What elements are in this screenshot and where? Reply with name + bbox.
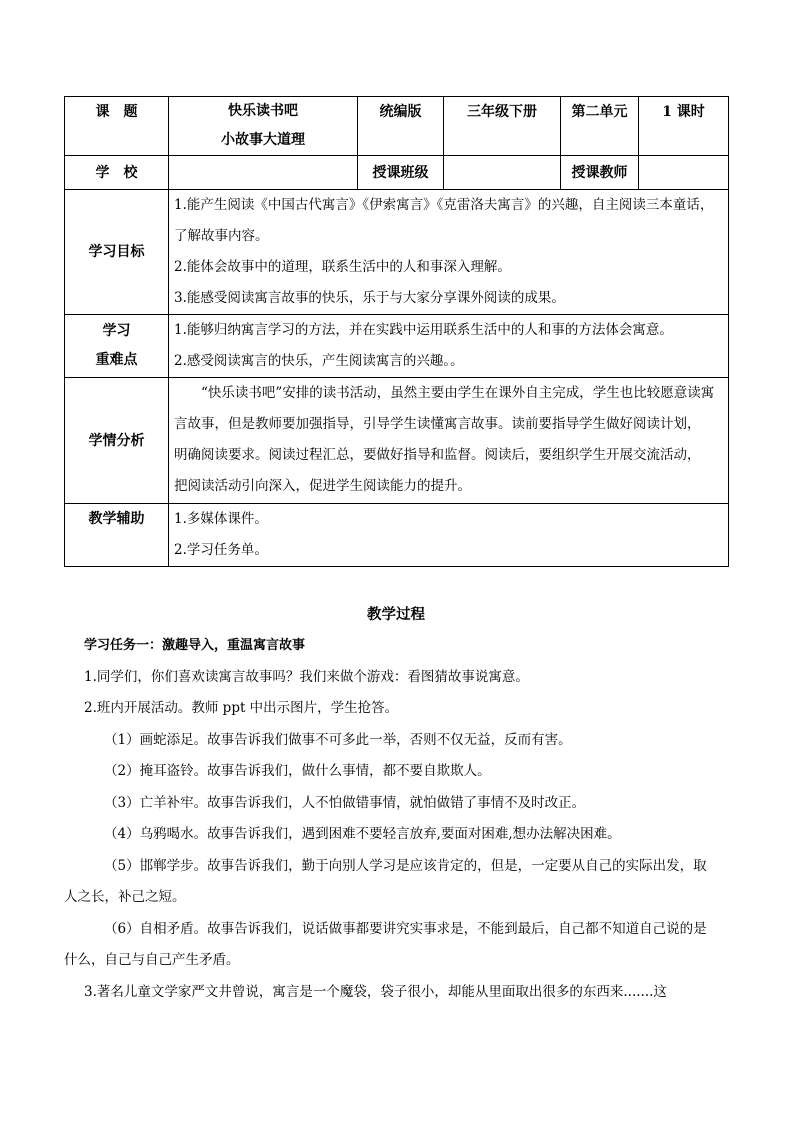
objective-line-4: 3.能感受阅读寓言故事的快乐，乐于与大家分享课外阅读的成果。 xyxy=(174,290,565,306)
key-points-label-line1: 学习 xyxy=(102,323,131,339)
table-row-key-points xyxy=(65,315,729,378)
story-item-4: （4）乌鸦喝水。故事告诉我们，遇到困难不要轻言放弃,要面对困难,想办法解决困难。 xyxy=(104,826,621,842)
table-row-school xyxy=(65,156,729,190)
hours-cell: 1 课时 xyxy=(639,97,729,156)
objective-line-3: 2.能体会故事中的道理，联系生活中的人和事深入理解。 xyxy=(174,259,511,275)
grade-cell: 三年级下册 xyxy=(444,97,561,156)
school-value-cell xyxy=(169,156,358,190)
table-row-objectives xyxy=(65,190,729,315)
objective-line-1: 1.能产生阅读《中国古代寓言》《伊索寓言》《克雷洛夫寓言》的兴趣，自主阅读三本童话， xyxy=(174,197,714,213)
table-row-analysis xyxy=(65,378,729,504)
aid-line-2: 2.学习任务单。 xyxy=(174,542,268,558)
task-1-heading: 学习任务一：激趣导入，重温寓言故事 xyxy=(84,638,306,653)
key-points-content xyxy=(169,315,729,378)
story-item-6-line-1: （6）自相矛盾。故事告诉我们，说话做事都要讲究实事求是，不能到最后，自己都不知道自己说的是 xyxy=(104,920,707,937)
story-item-5-line-2: 人之长，补己之短。 xyxy=(64,889,186,905)
teaching-process-section xyxy=(64,600,728,1008)
objective-line-2: 了解故事内容。 xyxy=(174,228,269,244)
story-item-5-line-1: （5）邯郸学步。故事告诉我们，勤于向别人学习是应该肯定的，但是，一定要从自己的实际出发，取 xyxy=(104,857,707,874)
school-label: 学 校 xyxy=(65,156,169,190)
process-paragraph-2: 2.班内开展活动。教师 ppt 中出示图片，学生抢答。 xyxy=(84,700,399,716)
analysis-content xyxy=(169,378,729,504)
topic-label: 课 题 xyxy=(65,97,169,156)
objectives-label: 学习目标 xyxy=(65,190,169,315)
analysis-line-3: 明确阅读要求。阅读过程汇总，要做好指导和监督。阅读后，要组织学生开展交流活动， xyxy=(174,447,701,463)
lesson-info-table xyxy=(64,96,729,567)
key-points-label-line2: 重难点 xyxy=(95,352,138,368)
story-item-1: （1）画蛇添足。故事告诉我们做事不可多此一举，否则不仅无益，反而有害。 xyxy=(104,731,572,748)
key-point-line-2: 2.感受阅读寓言的快乐，产生阅读寓言的兴趣。。 xyxy=(174,353,464,369)
analysis-line-1: “快乐读书吧”安排的读书活动，虽然主要由学生在课外自主完成，学生也比较愿意读寓 xyxy=(201,385,715,401)
unit-cell: 第二单元 xyxy=(561,97,639,156)
class-label: 授课班级 xyxy=(358,156,444,190)
class-value-cell xyxy=(444,156,561,190)
analysis-line-2: 言故事，但是教师要加强指导，引导学生读懂寓言故事。读前要指导学生做好阅读计划， xyxy=(174,416,701,432)
key-point-line-1: 1.能够归纳寓言学习的方法，并在实践中运用联系生活中的人和事的方法体会寓意。 xyxy=(174,322,673,338)
key-points-label xyxy=(65,315,169,378)
aids-content xyxy=(169,504,729,567)
process-paragraph-1: 1.同学们，你们喜欢读寓言故事吗？我们来做个游戏：看图猜故事说寓意。 xyxy=(84,668,529,685)
aids-label: 教学辅助 xyxy=(65,504,169,567)
table-row-topic xyxy=(65,97,729,156)
story-item-2: （2）掩耳盗铃。故事告诉我们，做什么事情，都不要自欺欺人。 xyxy=(104,763,491,779)
teacher-value-cell xyxy=(639,156,729,190)
topic-title-line1: 快乐读书吧 xyxy=(228,103,298,119)
table-row-aids xyxy=(65,504,729,567)
process-paragraph-3: 3.著名儿童文学家严文井曾说，寓言是一个魔袋，袋子很小，却能从里面取出很多的东西来.......这 xyxy=(84,983,667,1000)
analysis-label: 学情分析 xyxy=(65,378,169,504)
process-title: 教学过程 xyxy=(367,606,425,623)
story-item-6-line-2: 什么，自己与自己产生矛盾。 xyxy=(64,952,240,968)
objectives-content xyxy=(169,190,729,315)
topic-title-line2: 小故事大道理 xyxy=(221,132,305,148)
edition-cell: 统编版 xyxy=(358,97,444,156)
analysis-line-4: 把阅读活动引向深入，促进学生阅读能力的提升。 xyxy=(174,478,471,494)
story-item-3: （3）亡羊补牢。故事告诉我们，人不怕做错事情，就怕做错了事情不及时改正。 xyxy=(104,794,586,811)
topic-title-cell xyxy=(169,97,358,156)
teacher-label: 授课教师 xyxy=(561,156,639,190)
aid-line-1: 1.多媒体课件。 xyxy=(174,511,268,527)
